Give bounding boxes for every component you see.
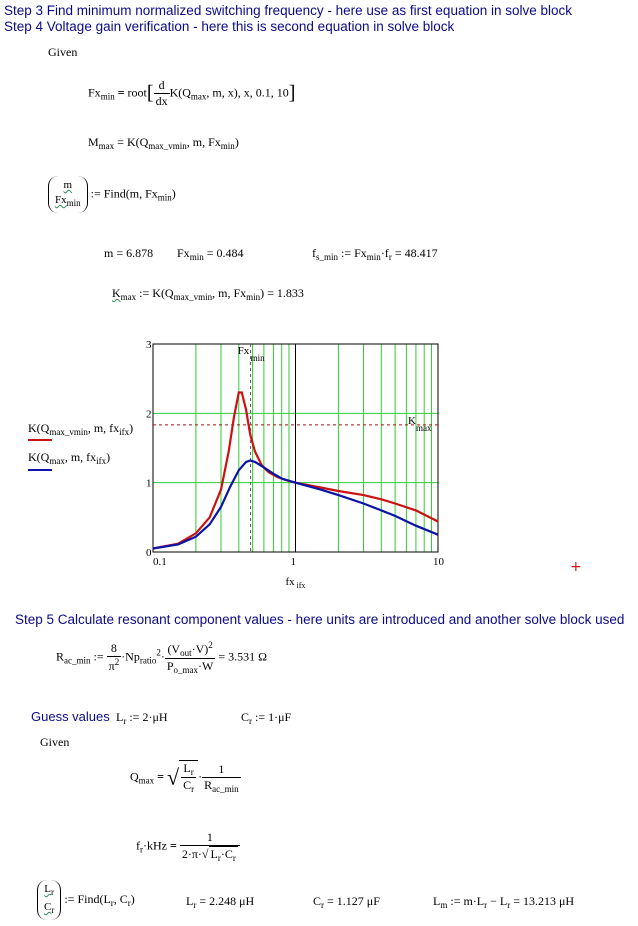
y-tick-label: 3 [146, 339, 152, 351]
y-tick-label: 2 [146, 408, 152, 421]
x-tick-label: 10 [433, 556, 444, 568]
guess-lr[interactable]: $L_r$ := 2·μH [116, 710, 168, 726]
result-m: m = 6.878 [104, 246, 154, 260]
kmax-equation[interactable]: $K_{max}$ := $K(Q_{max\_vmin}$, m, $Fx_{min}) = 1.833$ [112, 286, 304, 302]
legend-swatch-red [28, 439, 52, 441]
x-axis-label-sub: ifx [296, 581, 306, 590]
result-cr: $C_r = 1.127$ μF [313, 894, 380, 910]
fxmin-root-equation[interactable]: $Fx_{min}$ = root[ $\frac{d}{dx}$ $K(Q_{max}$, m, x), x, 0.1, 10] [88, 78, 296, 108]
guess-values-label: Guess values [31, 709, 110, 724]
y-tick-label: 0 [146, 547, 152, 559]
fxmin-label: Fx [237, 345, 250, 357]
y-tick-label: 1 [146, 477, 152, 490]
fr-equation[interactable]: $f_r\cdot kHz$ = $\frac{1}{2\cdot\pi\cdot√ L_r\cdot C_r}$ [136, 830, 240, 863]
x-tick-label: 1 [290, 556, 296, 568]
x-axis-label: fx [285, 576, 295, 588]
step3-heading: Step 3 Find minimum normalized switching frequency - here use as first equation in solve block [4, 3, 573, 18]
kmax-label: K [408, 414, 416, 427]
mmax-equation[interactable]: $M_{max} = K(Q_{max\_vmin}$, m, $Fx_{min}$) [88, 135, 239, 151]
step5-heading: Step 5 Calculate resonant component values - here units are introduced and another solve block used [15, 612, 625, 627]
solution-vector-2: $\frac{L_r}{C_r}$ [37, 880, 61, 920]
kmax-label-sub: max [416, 422, 432, 433]
step4-heading: Step 4 Voltage gain verification - here this is second equation in solve block [4, 19, 455, 34]
given-label-1: Given [48, 45, 78, 59]
rac-min-equation[interactable]: $R_{ac\_min}$ := $\frac{8}{\pi^2}$ $\cdot Np_{ratio}^2\cdot$ $\frac{(V_{out}\cdot V)^2}{P_{o\_max}\cdot W}$ = 3.531 Ω [56, 640, 268, 675]
fxmin-label-sub: min [250, 353, 265, 363]
solution-vector-1: m $Fx_{min}$ [48, 176, 88, 213]
find-solve-2[interactable]: $\frac{L_r}{C_r}$ := $Find(L_r$, $C_r$) [37, 880, 135, 920]
given-label-2: Given [40, 735, 70, 749]
find-solve-1[interactable]: m $Fx_{min}$ := Find(m, $Fx_{min}$) [48, 176, 176, 213]
result-lr: $L_r = 2.248$ μH [186, 894, 255, 910]
legend-swatch-blue [28, 469, 52, 471]
legend-series-1: $K(Q_{max\_vmin}$, m, $fx_{ifx}$) [28, 421, 134, 437]
x-tick-label: 0.1 [153, 556, 167, 568]
guess-cr[interactable]: $C_r$ := 1·μF [241, 710, 292, 726]
result-fs-min[interactable]: $f_{s\_min}$ := $Fx_{min}\cdot f_r = 48.417$ [312, 246, 438, 262]
result-fxmin: $Fx_{min} = 0.484$ [177, 246, 244, 262]
qmax-equation[interactable]: $Q_{max}$ = √ $\frac{L_r}{C_r}$ · $\frac{1}{R_{ac\_min}}$ [130, 761, 239, 794]
legend-series-2: $K(Q_{max}$, m, $fx_{ifx}$) [28, 450, 111, 466]
crosshair-cursor-icon: + [570, 559, 582, 575]
result-lm[interactable]: $L_m$ := $m\cdot L_r - L_r = 13.213$ μH [433, 894, 575, 910]
